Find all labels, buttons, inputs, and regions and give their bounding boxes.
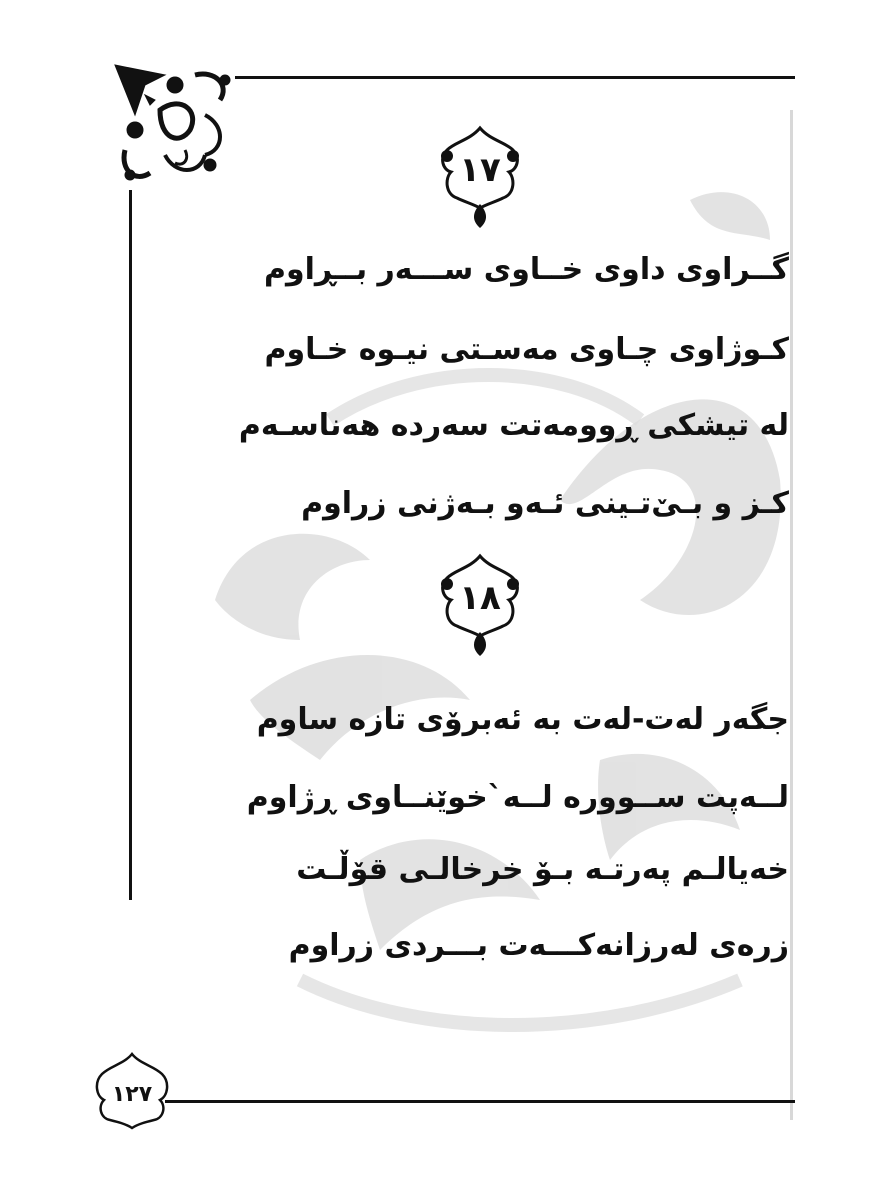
verse-number: ١٧ bbox=[459, 150, 501, 190]
verse-line: زرەی لەرزانەکـــەت بـــردی زراوم bbox=[288, 928, 789, 963]
frame-left-rule bbox=[129, 190, 132, 900]
corner-ornament-icon bbox=[105, 55, 245, 195]
page-number: ١٢٧ bbox=[111, 1082, 153, 1107]
verse-line: جگەر لەت-لەت بە ئەبرۆی تازە ساوم bbox=[256, 702, 789, 737]
verse-line: گــراوی داوی خــاوی ســـەر بــڕاوم bbox=[263, 252, 789, 287]
frame-top-rule bbox=[235, 76, 795, 79]
page-number-badge bbox=[92, 1048, 172, 1132]
verse-number: ١٨ bbox=[459, 578, 501, 618]
page-edge-shadow bbox=[790, 110, 793, 1120]
verse-line: کـز و بـێ‌تـینی ئـەو بـەژنی زراوم bbox=[301, 486, 789, 521]
verse-line: خەیالـم پەرتـە بـۆ خرخالـی قۆڵـت bbox=[296, 852, 789, 887]
verse-line: کـوژاوی چـاوی مەسـتی نیـوە خـاوم bbox=[264, 332, 789, 367]
verse-number-badge bbox=[435, 548, 525, 658]
frame-bottom-rule bbox=[165, 1100, 795, 1103]
verse-number-badge bbox=[435, 120, 525, 230]
verse-line: لە تیشکی ڕوومەتت سەردە هەناسـەم bbox=[238, 408, 789, 443]
verse-line: لــەپت ســووره لــە`خوێنــاوی ڕژاوم bbox=[246, 780, 789, 815]
